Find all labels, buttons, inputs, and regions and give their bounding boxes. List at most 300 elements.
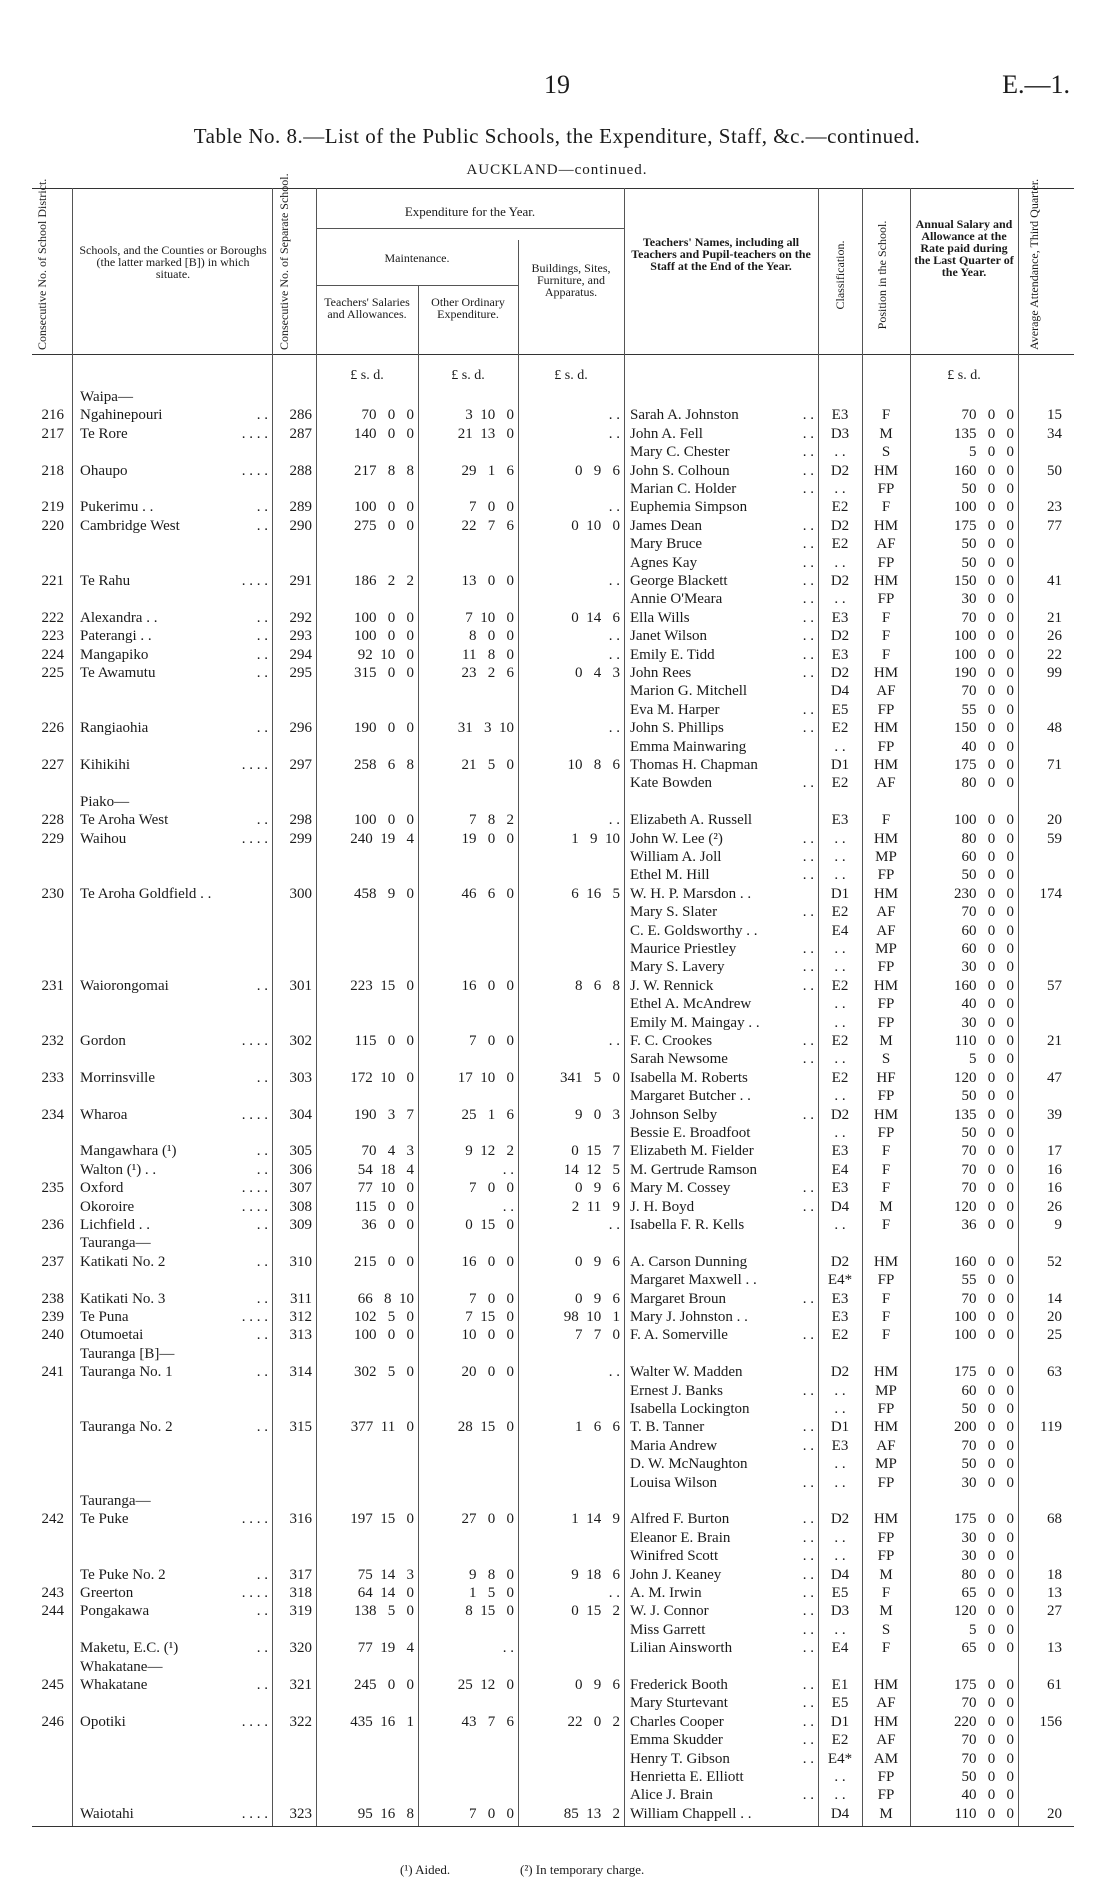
table-row: [0, 1014, 1114, 1032]
cell-name: Tauranga No. 2: [80, 1419, 173, 1436]
cell-tdots: . .: [802, 609, 814, 626]
table-row: [0, 1142, 1114, 1160]
cell-oth: . .: [502, 1640, 514, 1657]
cell-teacher: George Blackett: [630, 573, 728, 589]
cell-tdots: . .: [802, 1180, 814, 1197]
cell-sch: 300: [289, 885, 312, 902]
cell-teacher: John J. Keaney: [630, 1566, 722, 1583]
cell-teacher: W. H. P. Marsdon . .: [630, 885, 752, 902]
table-row: [0, 1510, 1114, 1528]
cell-teacher: Ella Wills: [630, 609, 690, 626]
cell-tdots: . .: [802, 444, 814, 461]
header-top-rule: [32, 188, 1074, 189]
table-row: [0, 1584, 1114, 1602]
cell-pos: FP: [877, 1769, 895, 1785]
cell-oth: 11 8 0: [462, 646, 514, 663]
cell-tdots: . .: [802, 1382, 814, 1399]
cell-tdots: . .: [802, 1474, 814, 1491]
cell-oth: 16 0 0: [461, 1253, 514, 1270]
cell-cls: E3: [831, 609, 849, 626]
cell-ann: 70 0 0: [961, 1732, 1014, 1749]
cell-cls: . .: [834, 554, 846, 571]
cell-sal: 100 0 0: [354, 1327, 414, 1344]
cell-sch: 287: [289, 425, 312, 442]
cell-att: 20: [1047, 812, 1062, 829]
cell-sal: 223 15 0: [350, 977, 414, 994]
cell-cls: . .: [834, 959, 846, 976]
cell-pos: M: [879, 1566, 893, 1583]
cell-dots: . .: [256, 1327, 268, 1344]
cell-teacher: A. Carson Dunning: [630, 1253, 748, 1270]
table-row: [0, 1639, 1114, 1657]
cell-cls: D2: [830, 1511, 850, 1528]
table-row: [0, 406, 1114, 424]
table-row: [0, 480, 1114, 498]
table-row: [0, 498, 1114, 516]
header-buildings: Buildings, Sites, Furniture, and Apparatus.: [531, 261, 611, 299]
cell-teacher: Margaret Maxwell . .: [630, 1272, 757, 1289]
cell-sch: 303: [289, 1069, 312, 1086]
cell-dist: 223: [41, 628, 64, 645]
cell-oth: 29 1 6: [461, 462, 514, 479]
cell-tdots: . .: [802, 959, 814, 976]
cell-sch: 323: [289, 1805, 312, 1822]
cell-cls: . .: [834, 1787, 846, 1804]
cell-oth: 21 13 0: [457, 425, 514, 442]
cell-sch: 307: [289, 1180, 312, 1197]
cell-cls: . .: [834, 1474, 846, 1491]
cell-tdots: . .: [802, 849, 814, 865]
cell-cls: . .: [834, 996, 846, 1013]
cell-att: 156: [1039, 1713, 1062, 1730]
cell-name: Tauranga—: [80, 1235, 151, 1252]
cell-ann: 70 0 0: [961, 1290, 1014, 1307]
table-row: [0, 1602, 1114, 1620]
cell-att: 17: [1047, 1143, 1062, 1160]
header-expenditure: Expenditure for the Year.: [404, 204, 536, 219]
cell-name: Kihikihi: [80, 757, 131, 773]
cell-ann: 70 0 0: [961, 1437, 1014, 1454]
cell-oth: 20 0 0: [461, 1364, 514, 1381]
cell-ann: 120 0 0: [954, 1603, 1014, 1620]
cell-tdots: . .: [802, 591, 814, 608]
cell-ann: 40 0 0: [961, 738, 1014, 755]
cell-bld: 9 18 6: [571, 1566, 620, 1583]
cell-pos: HM: [873, 517, 899, 534]
table-row: [0, 1768, 1114, 1786]
cell-name: Whakatane—: [80, 1658, 163, 1675]
cell-cls: E3: [831, 1143, 849, 1160]
cell-dist: 230: [41, 885, 64, 902]
cell-teacher: Mary M. Cossey: [630, 1180, 731, 1197]
cell-sch: 314: [289, 1364, 312, 1381]
cell-pos: FP: [877, 1088, 895, 1105]
cell-ann: 190 0 0: [954, 665, 1014, 681]
cell-att: 119: [1040, 1419, 1062, 1436]
cell-teacher: A. M. Irwin: [630, 1585, 702, 1601]
cell-dots: . . . .: [241, 1805, 268, 1822]
cell-teacher: Mary Sturtevant: [630, 1695, 728, 1712]
cell-sal: 197 15 0: [350, 1511, 414, 1528]
cell-teacher: Alice J. Brain: [630, 1787, 713, 1804]
cell-dist: 234: [41, 1106, 64, 1123]
table-row: [0, 1290, 1114, 1308]
cell-oth: 8 15 0: [465, 1603, 514, 1620]
cell-cls: E3: [831, 407, 849, 424]
cell-pos: AF: [876, 904, 896, 921]
cell-dots: . .: [256, 812, 268, 829]
header-schools: Schools, and the Counties or Boroughs (the latter marked [B]) in which situate.: [79, 243, 267, 281]
cell-ann: 135 0 0: [954, 1106, 1014, 1123]
cell-ann: 80 0 0: [961, 830, 1014, 847]
cell-pos: FP: [877, 1272, 895, 1289]
cell-dist: 238: [41, 1290, 64, 1307]
table-row: [0, 443, 1114, 461]
cell-sal: 54 18 4: [357, 1161, 414, 1178]
cell-teacher: D. W. McNaughton: [630, 1456, 748, 1473]
cell-teacher: Maurice Priestley: [630, 941, 737, 957]
cell-pos: HF: [876, 1069, 896, 1086]
cell-pos: F: [881, 1217, 891, 1233]
cell-cls: E3: [831, 812, 849, 829]
cell-bld: . .: [608, 499, 620, 516]
cell-name: Waiorongomai: [80, 977, 169, 994]
table-row: [0, 1179, 1114, 1197]
cell-sal: 115 0 0: [354, 1033, 414, 1049]
cell-sal: 315 0 0: [354, 665, 414, 681]
cell-dots: . . . .: [241, 573, 268, 589]
cell-teacher: Lilian Ainsworth: [630, 1640, 733, 1657]
cell-dots: . . . .: [241, 1713, 268, 1730]
cell-teacher: John W. Lee (²): [630, 830, 723, 847]
table-row: [0, 1087, 1114, 1105]
table-row: [0, 1161, 1114, 1179]
cell-cls: E2: [831, 1327, 849, 1344]
cell-dots: . . . .: [241, 830, 268, 847]
cell-teacher: Emily E. Tidd: [630, 646, 715, 663]
header-maintenance: Maintenance.: [384, 251, 450, 265]
cell-dist: 219: [41, 499, 64, 516]
cell-sal: 217 8 8: [354, 462, 414, 479]
cell-teacher: Mary C. Chester: [630, 444, 730, 461]
cell-sal: 66 8 10: [357, 1290, 414, 1307]
cell-ann: 36 0 0: [961, 1217, 1014, 1233]
cell-teacher: Bessie E. Broadfoot: [630, 1125, 751, 1141]
cell-name: Pukerimu . .: [80, 499, 154, 516]
cell-cls: E2: [831, 536, 849, 553]
cell-bld: 10 8 6: [567, 757, 620, 773]
cell-att: 77: [1047, 517, 1062, 534]
cell-oth: 23 2 6: [461, 665, 514, 681]
cell-teacher: Eva M. Harper: [630, 701, 720, 718]
cell-ann: 70 0 0: [961, 904, 1014, 921]
cell-dist: 218: [41, 462, 64, 479]
cell-dots: . . . .: [241, 1033, 268, 1049]
table-row: [0, 1271, 1114, 1289]
cell-sal: 190 0 0: [354, 720, 414, 737]
cell-att: 13: [1047, 1640, 1062, 1657]
cell-cls: . .: [834, 1125, 846, 1141]
cell-cls: . .: [834, 1051, 846, 1068]
table-row: [0, 1216, 1114, 1234]
footnote-aided: (¹) Aided.: [400, 1862, 451, 1877]
cell-oth: 7 10 0: [465, 609, 514, 626]
cell-cls: D1: [830, 1419, 850, 1436]
cell-name: Te Rahu: [80, 573, 131, 589]
cell-name: Tauranga—: [80, 1493, 151, 1509]
cell-att: 25: [1047, 1327, 1062, 1344]
cell-sch: 298: [289, 812, 312, 829]
cell-teacher: Emma Skudder: [630, 1732, 723, 1749]
cell-dots: . .: [256, 1364, 268, 1381]
cell-name: Walton (¹) . .: [80, 1161, 157, 1178]
cell-sal: 95 16 8: [357, 1805, 414, 1822]
cell-teacher: C. E. Goldsworthy . .: [630, 922, 758, 939]
cell-pos: S: [881, 1051, 891, 1068]
cell-tdots: . .: [802, 646, 814, 663]
cell-pos: F: [881, 646, 891, 663]
cell-pos: HM: [873, 462, 899, 479]
cell-teacher: Maria Andrew: [630, 1437, 718, 1454]
cell-att: 20: [1047, 1309, 1062, 1325]
cell-sch: 288: [289, 462, 312, 479]
cell-teacher: Henrietta E. Elliott: [630, 1769, 744, 1785]
table-row: [0, 1547, 1114, 1565]
cell-dist: 221: [41, 573, 64, 589]
cell-ann: 5 0 0: [969, 444, 1014, 461]
cell-teacher: Mary J. Johnston . .: [630, 1309, 748, 1325]
cell-name: Otumoetai: [80, 1327, 144, 1344]
cell-bld: 0 15 2: [571, 1603, 620, 1620]
cell-sch: 316: [289, 1511, 312, 1528]
cell-sal: 138 5 0: [354, 1603, 414, 1620]
footnote-temporary: (²) In temporary charge.: [520, 1862, 645, 1877]
cell-att: 174: [1039, 885, 1062, 902]
cell-dist: 228: [41, 812, 64, 829]
cell-teacher: Janet Wilson: [630, 628, 708, 645]
table-row: [0, 885, 1114, 903]
cell-sal: 102 5 0: [354, 1309, 414, 1325]
cell-name: Lichfield . .: [80, 1217, 150, 1233]
cell-cls: E4: [831, 922, 849, 939]
cell-teacher: John S. Colhoun: [630, 462, 730, 479]
cell-ann: 65 0 0: [961, 1585, 1014, 1601]
cell-teacher: J. H. Boyd: [630, 1198, 695, 1215]
cell-dots: . . . .: [241, 462, 268, 479]
cell-bld: 0 14 6: [571, 609, 620, 626]
cell-ann: 30 0 0: [961, 1014, 1014, 1031]
table-row: [0, 609, 1114, 627]
cell-bld: 85 13 2: [563, 1805, 620, 1822]
cell-sal: 115 0 0: [354, 1198, 414, 1215]
cell-ann: 120 0 0: [954, 1069, 1014, 1086]
cell-tdots: . .: [802, 517, 814, 534]
cell-tdots: . .: [802, 1198, 814, 1215]
cell-dist: 239: [41, 1309, 64, 1325]
cell-bld: . .: [608, 646, 620, 663]
cell-tdots: . .: [802, 701, 814, 718]
cell-oth: 7 0 0: [469, 1180, 514, 1197]
cell-pos: FP: [877, 591, 895, 608]
cell-pos: MP: [875, 849, 897, 865]
cell-pos: FP: [877, 959, 895, 976]
table-row: [0, 1069, 1114, 1087]
cell-tdots: . .: [802, 1713, 814, 1730]
cell-ann: 50 0 0: [961, 536, 1014, 553]
cell-bld: 6 16 5: [571, 885, 620, 902]
cell-name: Te Awamutu: [80, 665, 156, 681]
header-classification: Classification.: [833, 240, 847, 310]
cell-ann: 150 0 0: [954, 720, 1014, 737]
cell-cls: D2: [830, 462, 850, 479]
cell-tdots: . .: [802, 1548, 814, 1565]
table-row: [0, 590, 1114, 608]
cell-teacher: Louisa Wilson: [630, 1474, 718, 1491]
cell-bld: . .: [608, 425, 620, 442]
cell-tdots: . .: [802, 1106, 814, 1123]
cell-name: Cambridge West: [80, 517, 180, 534]
cell-teacher: Walter W. Madden: [630, 1364, 743, 1381]
cell-ann: 80 0 0: [961, 775, 1014, 792]
cell-sal: 36 0 0: [361, 1217, 414, 1233]
table-row: [0, 1198, 1114, 1216]
cell-tdots: . .: [802, 775, 814, 792]
cell-dist: 224: [41, 646, 64, 663]
cell-pos: FP: [877, 1529, 895, 1546]
header-other-expenditure: Other Ordinary Expenditure.: [431, 295, 505, 321]
cell-name: Te Puke: [80, 1511, 129, 1528]
table-row: [0, 1106, 1114, 1124]
cell-teacher: Elizabeth M. Fielder: [630, 1143, 754, 1160]
cell-tdots: . .: [802, 481, 814, 497]
table-row: [0, 1455, 1114, 1473]
cell-teacher: M. Gertrude Ramson: [630, 1161, 758, 1178]
cell-cls: . .: [834, 481, 846, 497]
cell-sch: 305: [289, 1143, 312, 1160]
cell-tdots: . .: [802, 1437, 814, 1454]
cell-cls: D1: [830, 1713, 850, 1730]
cell-cls: D4: [830, 683, 850, 700]
cell-ann: 100 0 0: [954, 1309, 1014, 1325]
cell-dots: . .: [256, 609, 268, 626]
cell-oth: 22 7 6: [461, 517, 514, 534]
cell-pos: HM: [873, 1511, 899, 1528]
cell-sal: 100 0 0: [354, 609, 414, 626]
cell-ann: 30 0 0: [961, 1529, 1014, 1546]
cell-pos: F: [881, 1161, 891, 1178]
cell-att: 99: [1047, 665, 1062, 681]
cell-pos: FP: [877, 554, 895, 571]
cell-dist: 227: [41, 757, 64, 773]
cell-att: 26: [1047, 628, 1062, 645]
cell-dots: . .: [256, 720, 268, 737]
cell-bld: 0 10 0: [571, 517, 620, 534]
cell-name: Gordon: [80, 1033, 126, 1049]
cell-ann: 60 0 0: [961, 922, 1014, 939]
cell-cls: D1: [830, 757, 850, 773]
cell-bld: . .: [608, 1364, 620, 1381]
table-row: [0, 1124, 1114, 1142]
cell-dist: 217: [41, 425, 64, 442]
cell-sal: 64 14 0: [357, 1585, 414, 1601]
table-row: [0, 1621, 1114, 1639]
cell-oth: 27 0 0: [461, 1511, 514, 1528]
cell-cls: D1: [830, 885, 850, 902]
cell-ann: 5 0 0: [969, 1621, 1014, 1638]
table-row: [0, 811, 1114, 829]
table-row: [0, 425, 1114, 443]
cell-bld: 0 9 6: [575, 462, 620, 479]
table-row: [0, 738, 1114, 756]
cell-ann: 70 0 0: [961, 683, 1014, 700]
cell-dist: 246: [41, 1713, 64, 1730]
cell-ann: 50 0 0: [961, 1125, 1014, 1141]
table-row: [0, 1805, 1114, 1823]
cell-name: Te Aroha Goldfield . .: [80, 885, 212, 902]
table-row: [0, 664, 1114, 682]
cell-pos: FP: [877, 1474, 895, 1491]
cell-ann: 110 0 0: [954, 1805, 1014, 1822]
cell-pos: MP: [875, 941, 897, 957]
cell-ann: 175 0 0: [954, 517, 1014, 534]
cell-cls: . .: [834, 867, 846, 884]
currency-heading: £ s. d.: [451, 368, 485, 383]
cell-oth: 7 15 0: [465, 1309, 514, 1325]
cell-pos: F: [881, 1309, 891, 1325]
cell-tdots: . .: [802, 1566, 814, 1583]
cell-tdots: . .: [802, 1511, 814, 1528]
header-annual-salary: Annual Salary and Allowance at the Rate paid during the Last Quarter of the Year.: [914, 217, 1014, 279]
cell-dots: . . . .: [241, 1106, 268, 1123]
cell-tdots: . .: [802, 1033, 814, 1049]
cell-name: Rangiaohia: [80, 720, 149, 737]
cell-cls: E3: [831, 646, 849, 663]
cell-teacher: F. C. Crookes: [630, 1033, 713, 1049]
document-reference: E.—1.: [1002, 70, 1070, 99]
cell-ann: 70 0 0: [961, 407, 1014, 424]
cell-dist: 233: [41, 1069, 64, 1086]
cell-cls: . .: [834, 1621, 846, 1638]
cell-ann: 40 0 0: [961, 1787, 1014, 1804]
cell-dist: 244: [41, 1603, 64, 1620]
cell-teacher: W. J. Connor: [630, 1603, 709, 1620]
cell-sch: 304: [289, 1106, 312, 1123]
cell-tdots: . .: [802, 720, 814, 737]
cell-sch: 289: [289, 499, 312, 516]
cell-sch: 295: [289, 665, 312, 681]
cell-dots: . .: [256, 1566, 268, 1583]
cell-cls: E2: [831, 1732, 849, 1749]
cell-dist: 237: [41, 1253, 64, 1270]
cell-cls: E3: [831, 1437, 849, 1454]
cell-bld: 1 9 10: [571, 830, 620, 847]
cell-cls: E2: [831, 499, 849, 516]
table-row: [0, 646, 1114, 664]
cell-ann: 100 0 0: [954, 628, 1014, 645]
cell-teacher: Ethel A. McAndrew: [630, 996, 752, 1013]
table-row: [0, 701, 1114, 719]
table-row: [0, 627, 1114, 645]
cell-name: Ngahinepouri: [80, 407, 163, 424]
cell-pos: FP: [877, 701, 895, 718]
cell-ann: 175 0 0: [954, 1511, 1014, 1528]
cell-sal: 77 19 4: [357, 1640, 414, 1657]
cell-oth: 7 0 0: [469, 1033, 514, 1049]
cell-name: Mangapiko: [80, 646, 149, 663]
cell-tdots: . .: [802, 536, 814, 553]
cell-sch: 306: [289, 1161, 312, 1178]
cell-ann: 175 0 0: [954, 1364, 1014, 1381]
